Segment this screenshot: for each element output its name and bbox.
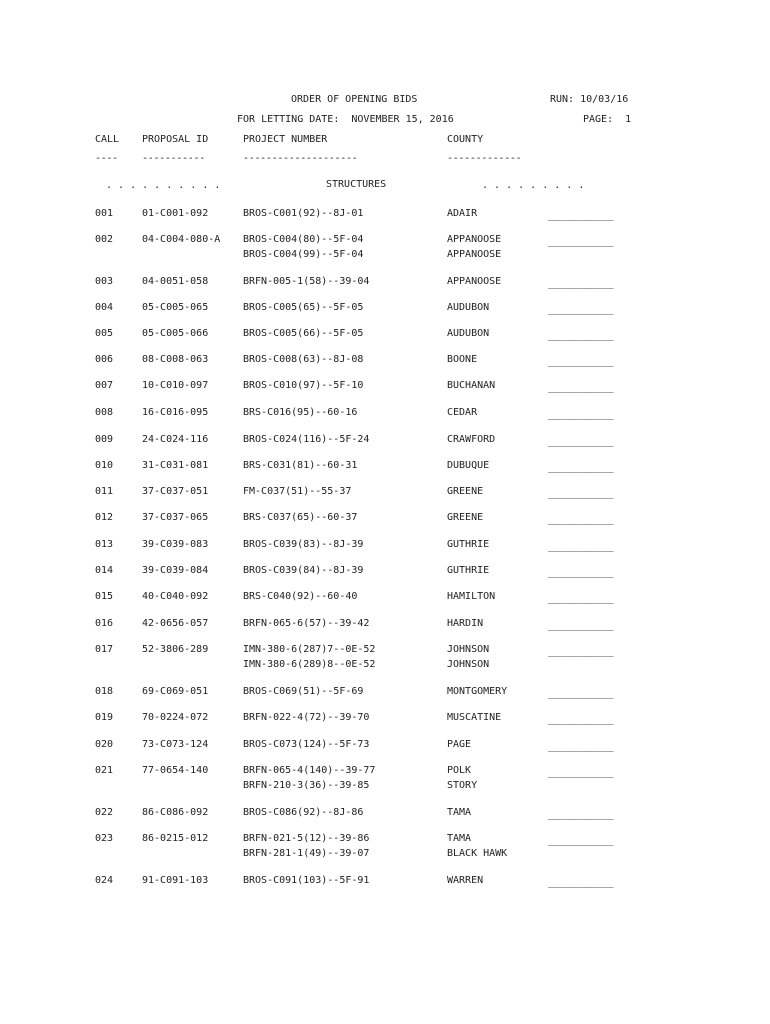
signature-line: ____________	[548, 809, 614, 820]
project-number: BRFN-021-5(12)--39-86	[243, 833, 370, 844]
county-name: JOHNSON	[447, 659, 490, 670]
project-number: BRS-C040(92)--60-40	[243, 591, 358, 602]
counties	[447, 589, 495, 604]
counties	[447, 206, 477, 221]
signature-line: ____________	[548, 409, 614, 420]
project-numbers	[243, 616, 369, 631]
counties	[447, 274, 501, 289]
county-name: PAGE	[447, 739, 472, 750]
section-label: STRUCTURES	[326, 179, 387, 190]
proposal-id: 69-C069-051	[142, 686, 209, 697]
signature-line: ____________	[548, 741, 614, 752]
project-number: BRFN-065-6(57)--39-42	[243, 618, 370, 629]
project-number: BRFN-281-1(49)--39-07	[243, 848, 370, 859]
signature-line: ____________	[548, 436, 614, 447]
project-number: BRFN-210-3(36)--39-85	[243, 780, 370, 791]
project-number: IMN-380-6(289)8--0E-52	[243, 659, 376, 670]
signature-line: ____________	[548, 835, 614, 846]
signature-line: ____________	[548, 767, 614, 778]
county-name: MONTGOMERY	[447, 686, 508, 697]
county-name: GUTHRIE	[447, 539, 490, 550]
project-number: BROS-C010(97)--5F-10	[243, 380, 364, 391]
proposal-id: 04-0051-058	[142, 276, 209, 287]
call-number: 004	[95, 302, 114, 313]
call-number: 006	[95, 354, 114, 365]
call-number: 020	[95, 739, 114, 750]
signature-line: ____________	[548, 382, 614, 393]
proposal-id: 01-C001-092	[142, 208, 209, 219]
proposal-id: 39-C039-084	[142, 565, 209, 576]
project-number: FM-C037(51)--55-37	[243, 486, 352, 497]
project-number: BROS-C073(124)--5F-73	[243, 739, 370, 750]
project-numbers	[243, 737, 369, 752]
signature-line: ____________	[548, 514, 614, 525]
project-numbers	[243, 510, 357, 525]
county-name: GREENE	[447, 486, 484, 497]
project-numbers	[243, 432, 369, 447]
county-name: APPANOOSE	[447, 249, 502, 260]
project-number: BROS-C091(103)--5F-91	[243, 875, 370, 886]
project-number: BRFN-065-4(140)--39-77	[243, 765, 376, 776]
county-name: TAMA	[447, 833, 472, 844]
signature-line: ____________	[548, 356, 614, 367]
project-numbers	[243, 642, 375, 672]
column-rule-project: --------------------	[243, 153, 358, 164]
project-number: BROS-C005(66)--5F-05	[243, 328, 364, 339]
proposal-id: 04-C004-080-A	[142, 234, 221, 245]
call-number: 008	[95, 407, 114, 418]
county-name: HAMILTON	[447, 591, 496, 602]
county-name: HARDIN	[447, 618, 484, 629]
counties	[447, 326, 489, 341]
counties	[447, 300, 489, 315]
project-number: BROS-C005(65)--5F-05	[243, 302, 364, 313]
proposal-id: 40-C040-092	[142, 591, 209, 602]
counties	[447, 432, 495, 447]
project-numbers	[243, 684, 363, 699]
proposal-id: 42-0656-057	[142, 618, 209, 629]
county-name: STORY	[447, 780, 478, 791]
county-name: AUDUBON	[447, 328, 490, 339]
counties	[447, 642, 489, 672]
county-name: POLK	[447, 765, 472, 776]
project-numbers	[243, 763, 375, 793]
county-name: GREENE	[447, 512, 484, 523]
proposal-id: 24-C024-116	[142, 434, 209, 445]
call-number: 007	[95, 380, 114, 391]
project-number: BROS-C039(84)--8J-39	[243, 565, 364, 576]
proposal-id: 08-C008-063	[142, 354, 209, 365]
call-number: 024	[95, 875, 114, 886]
column-header-project: PROJECT NUMBER	[243, 134, 328, 145]
call-number: 014	[95, 565, 114, 576]
signature-line: ____________	[548, 714, 614, 725]
project-number: IMN-380-6(287)7--0E-52	[243, 644, 376, 655]
project-numbers	[243, 563, 363, 578]
run-date: RUN: 10/03/16	[550, 94, 629, 105]
counties	[447, 616, 483, 631]
project-numbers	[243, 326, 363, 341]
project-number: BROS-C004(80)--5F-04	[243, 234, 364, 245]
call-number: 023	[95, 833, 114, 844]
proposal-id: 05-C005-066	[142, 328, 209, 339]
call-number: 017	[95, 644, 114, 655]
project-number: BRS-C016(95)--60-16	[243, 407, 358, 418]
county-name: BOONE	[447, 354, 478, 365]
page-number: PAGE: 1	[583, 114, 632, 125]
proposal-id: 52-3806-289	[142, 644, 209, 655]
signature-line: ____________	[548, 304, 614, 315]
call-number: 001	[95, 208, 114, 219]
counties	[447, 352, 477, 367]
proposal-id: 70-0224-072	[142, 712, 209, 723]
signature-line: ____________	[548, 210, 614, 221]
project-numbers	[243, 232, 363, 262]
proposal-id: 31-C031-081	[142, 460, 209, 471]
proposal-id: 37-C037-051	[142, 486, 209, 497]
call-number: 002	[95, 234, 114, 245]
signature-line: ____________	[548, 646, 614, 657]
call-number: 015	[95, 591, 114, 602]
counties	[447, 763, 477, 793]
project-numbers	[243, 831, 369, 861]
report-title: ORDER OF OPENING BIDS	[291, 94, 418, 105]
project-number: BRFN-022-4(72)--39-70	[243, 712, 370, 723]
counties	[447, 378, 495, 393]
project-number: BROS-C086(92)--8J-86	[243, 807, 364, 818]
counties	[447, 484, 483, 499]
project-number: BRS-C031(81)--60-31	[243, 460, 358, 471]
call-number: 003	[95, 276, 114, 287]
call-number: 016	[95, 618, 114, 629]
signature-line: ____________	[548, 462, 614, 473]
project-number: BROS-C001(92)--8J-01	[243, 208, 364, 219]
proposal-id: 05-C005-065	[142, 302, 209, 313]
column-header-county: COUNTY	[447, 134, 484, 145]
project-number: BRFN-005-1(58)--39-04	[243, 276, 370, 287]
signature-line: ____________	[548, 541, 614, 552]
county-name: APPANOOSE	[447, 276, 502, 287]
counties	[447, 710, 501, 725]
letting-date: FOR LETTING DATE: NOVEMBER 15, 2016	[237, 114, 454, 125]
county-name: AUDUBON	[447, 302, 490, 313]
counties	[447, 873, 483, 888]
call-number: 009	[95, 434, 114, 445]
project-number: BROS-C069(51)--5F-69	[243, 686, 364, 697]
column-rule-call: ----	[95, 153, 118, 164]
call-number: 012	[95, 512, 114, 523]
section-dots-right: . . . . . . . . .	[482, 180, 585, 191]
project-numbers	[243, 405, 357, 420]
county-name: JOHNSON	[447, 644, 490, 655]
column-rule-proposal: -----------	[142, 153, 205, 164]
signature-line: ____________	[548, 877, 614, 888]
county-name: MUSCATINE	[447, 712, 502, 723]
project-numbers	[243, 378, 363, 393]
county-name: GUTHRIE	[447, 565, 490, 576]
project-numbers	[243, 206, 363, 221]
counties	[447, 831, 507, 861]
proposal-id: 77-0654-140	[142, 765, 209, 776]
call-number: 019	[95, 712, 114, 723]
call-number: 022	[95, 807, 114, 818]
signature-line: ____________	[548, 620, 614, 631]
project-number: BROS-C039(83)--8J-39	[243, 539, 364, 550]
signature-line: ____________	[548, 278, 614, 289]
proposal-id: 39-C039-083	[142, 539, 209, 550]
project-number: BRS-C037(65)--60-37	[243, 512, 358, 523]
counties	[447, 805, 471, 820]
call-number: 010	[95, 460, 114, 471]
counties	[447, 684, 507, 699]
project-numbers	[243, 274, 369, 289]
county-name: APPANOOSE	[447, 234, 502, 245]
signature-line: ____________	[548, 236, 614, 247]
county-name: TAMA	[447, 807, 472, 818]
project-numbers	[243, 484, 351, 499]
signature-line: ____________	[548, 688, 614, 699]
county-name: WARREN	[447, 875, 484, 886]
call-number: 021	[95, 765, 114, 776]
county-name: CRAWFORD	[447, 434, 496, 445]
proposal-id: 16-C016-095	[142, 407, 209, 418]
proposal-id: 37-C037-065	[142, 512, 209, 523]
counties	[447, 405, 477, 420]
counties	[447, 537, 489, 552]
column-header-call: CALL	[95, 134, 120, 145]
call-number: 005	[95, 328, 114, 339]
section-dots-left: . . . . . . . . . .	[106, 180, 221, 191]
counties	[447, 510, 483, 525]
county-name: BUCHANAN	[447, 380, 496, 391]
county-name: BLACK HAWK	[447, 848, 508, 859]
project-numbers	[243, 710, 369, 725]
project-number: BROS-C008(63)--8J-08	[243, 354, 364, 365]
proposal-id: 91-C091-103	[142, 875, 209, 886]
counties	[447, 737, 471, 752]
county-name: DUBUQUE	[447, 460, 490, 471]
column-rule-county: -------------	[447, 153, 522, 164]
project-numbers	[243, 537, 363, 552]
project-numbers	[243, 458, 357, 473]
project-number: BROS-C004(99)--5F-04	[243, 249, 364, 260]
call-number: 018	[95, 686, 114, 697]
call-number: 011	[95, 486, 114, 497]
counties	[447, 563, 489, 578]
project-numbers	[243, 300, 363, 315]
signature-line: ____________	[548, 593, 614, 604]
project-number: BROS-C024(116)--5F-24	[243, 434, 370, 445]
signature-line: ____________	[548, 330, 614, 341]
counties	[447, 232, 501, 262]
county-name: CEDAR	[447, 407, 478, 418]
project-numbers	[243, 589, 357, 604]
project-numbers	[243, 873, 369, 888]
call-number: 013	[95, 539, 114, 550]
proposal-id: 86-C086-092	[142, 807, 209, 818]
column-header-proposal: PROPOSAL ID	[142, 134, 209, 145]
proposal-id: 10-C010-097	[142, 380, 209, 391]
signature-line: ____________	[548, 567, 614, 578]
project-numbers	[243, 352, 363, 367]
proposal-id: 73-C073-124	[142, 739, 209, 750]
signature-line: ____________	[548, 488, 614, 499]
project-numbers	[243, 805, 363, 820]
counties	[447, 458, 489, 473]
proposal-id: 86-0215-012	[142, 833, 209, 844]
county-name: ADAIR	[447, 208, 478, 219]
